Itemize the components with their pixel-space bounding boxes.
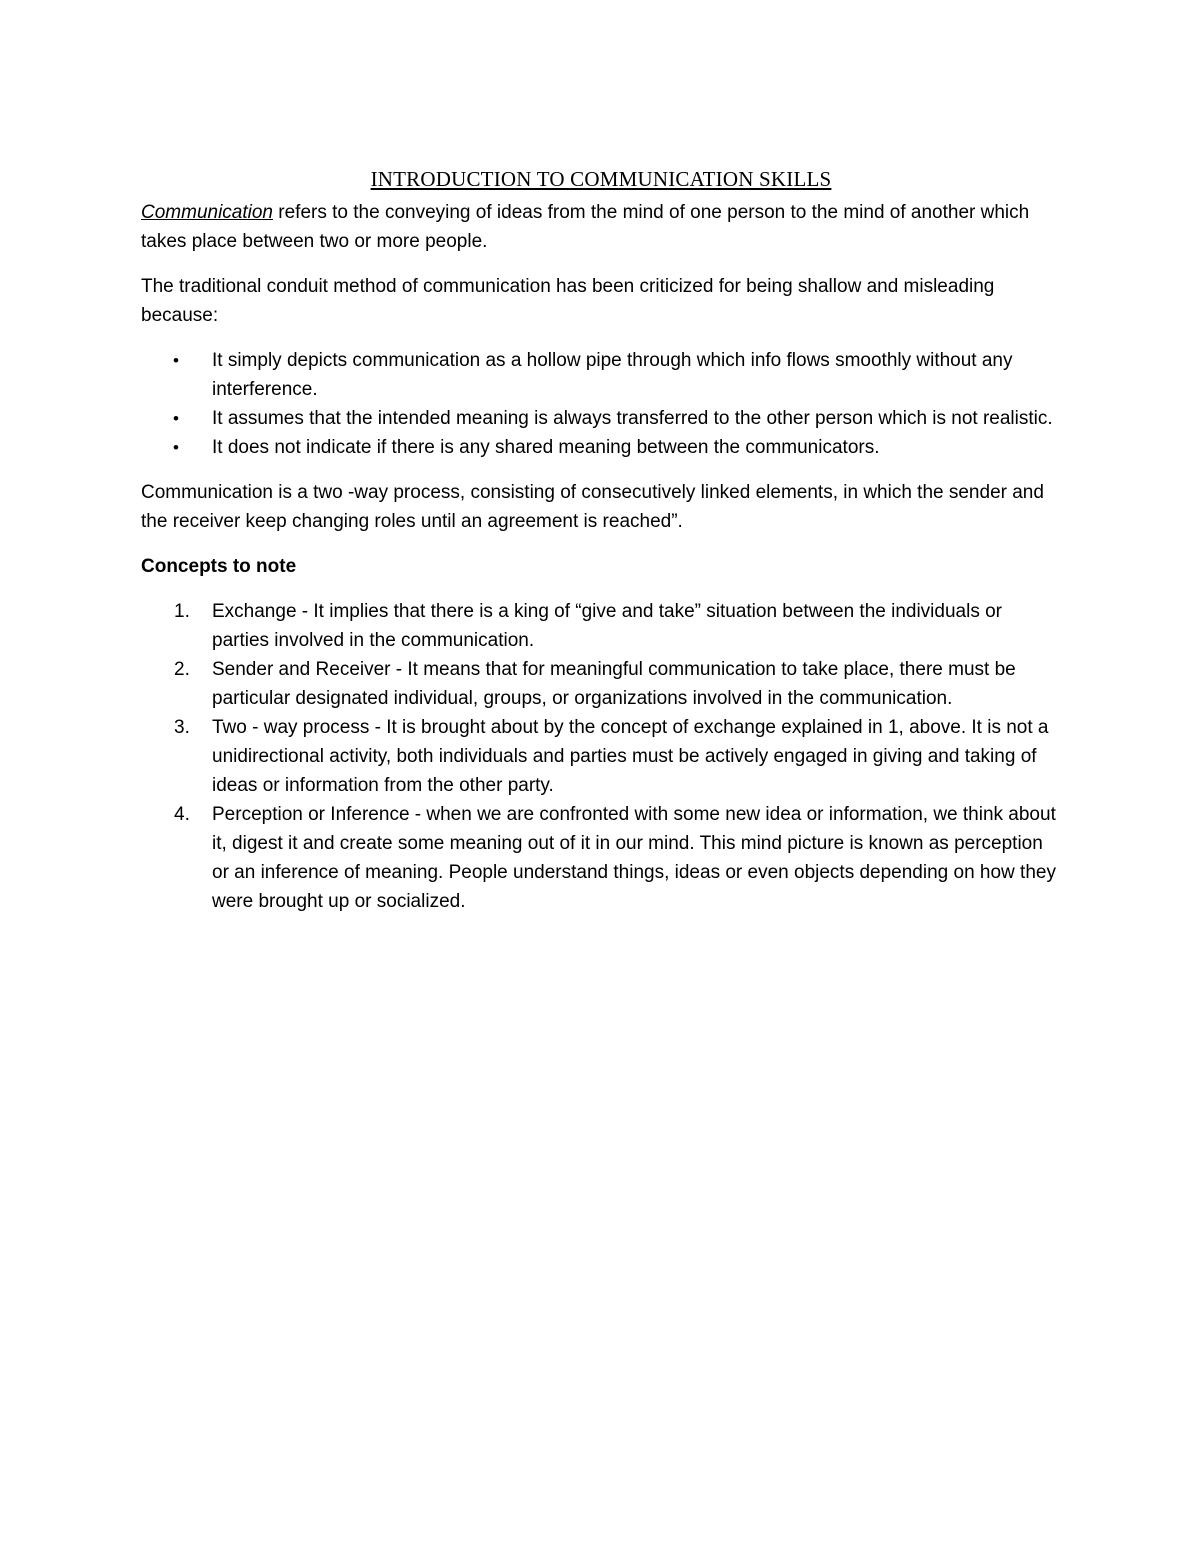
bullet-icon: •	[173, 351, 179, 370]
concepts-list	[141, 597, 1061, 916]
bullet-icon: •	[173, 409, 179, 428]
concept-item	[141, 713, 1061, 800]
conduit-paragraph: The traditional conduit method of communication has been criticized for being shallow and misleading because:	[141, 276, 995, 326]
document-body	[141, 164, 1061, 916]
concept-text: Two - way process - It is brought about by the concept of exchange explained in 1, above. It is not a unidirectional activity, both individuals and parties must be actively engaged in giving and taking of ideas or information from the other party.	[212, 717, 1049, 796]
concept-number: 4.	[174, 804, 190, 825]
concept-text: Exchange - It implies that there is a king of “give and take” situation between the individuals or parties involved in the communication.	[212, 601, 1002, 651]
criticism-text: It does not indicate if there is any shared meaning between the communicators.	[212, 437, 880, 458]
concept-number: 3.	[174, 717, 190, 738]
intro-paragraph	[141, 198, 1061, 256]
concepts-heading: Concepts to note	[141, 556, 297, 577]
concept-text: Sender and Receiver - It means that for meaningful communication to take place, there must be particular designated individual, groups, or organizations involved in the communication.	[212, 659, 1016, 709]
concept-item	[141, 655, 1061, 713]
two-way-paragraph: Communication is a two -way process, consisting of consecutively linked elements, in which the sender and the receiver keep changing roles until an agreement is reached”.	[141, 482, 1044, 532]
criticism-item	[141, 433, 1061, 462]
criticism-text: It simply depicts communication as a hollow pipe through which info flows smoothly without any interference.	[212, 350, 1013, 400]
criticism-list	[141, 346, 1061, 462]
criticism-item	[141, 346, 1061, 404]
intro-term: Communication	[141, 202, 273, 223]
bullet-icon: •	[173, 438, 179, 457]
criticism-item	[141, 404, 1061, 433]
document-title: INTRODUCTION TO COMMUNICATION SKILLS	[370, 167, 832, 191]
criticism-text: It assumes that the intended meaning is always transferred to the other person which is not realistic.	[212, 408, 1053, 429]
concept-text: Perception or Inference - when we are confronted with some new idea or information, we think about it, digest it and create some meaning out of it in our mind. This mind picture is known as perception or an inference of meaning. People understand things, ideas or even objects depending on how they were brought up or socialized.	[212, 804, 1056, 912]
concept-number: 2.	[174, 659, 190, 680]
concept-item	[141, 597, 1061, 655]
concept-item	[141, 800, 1061, 916]
intro-text: refers to the conveying of ideas from the mind of one person to the mind of another which takes place between two or more people.	[141, 202, 1030, 252]
concept-number: 1.	[174, 601, 190, 622]
